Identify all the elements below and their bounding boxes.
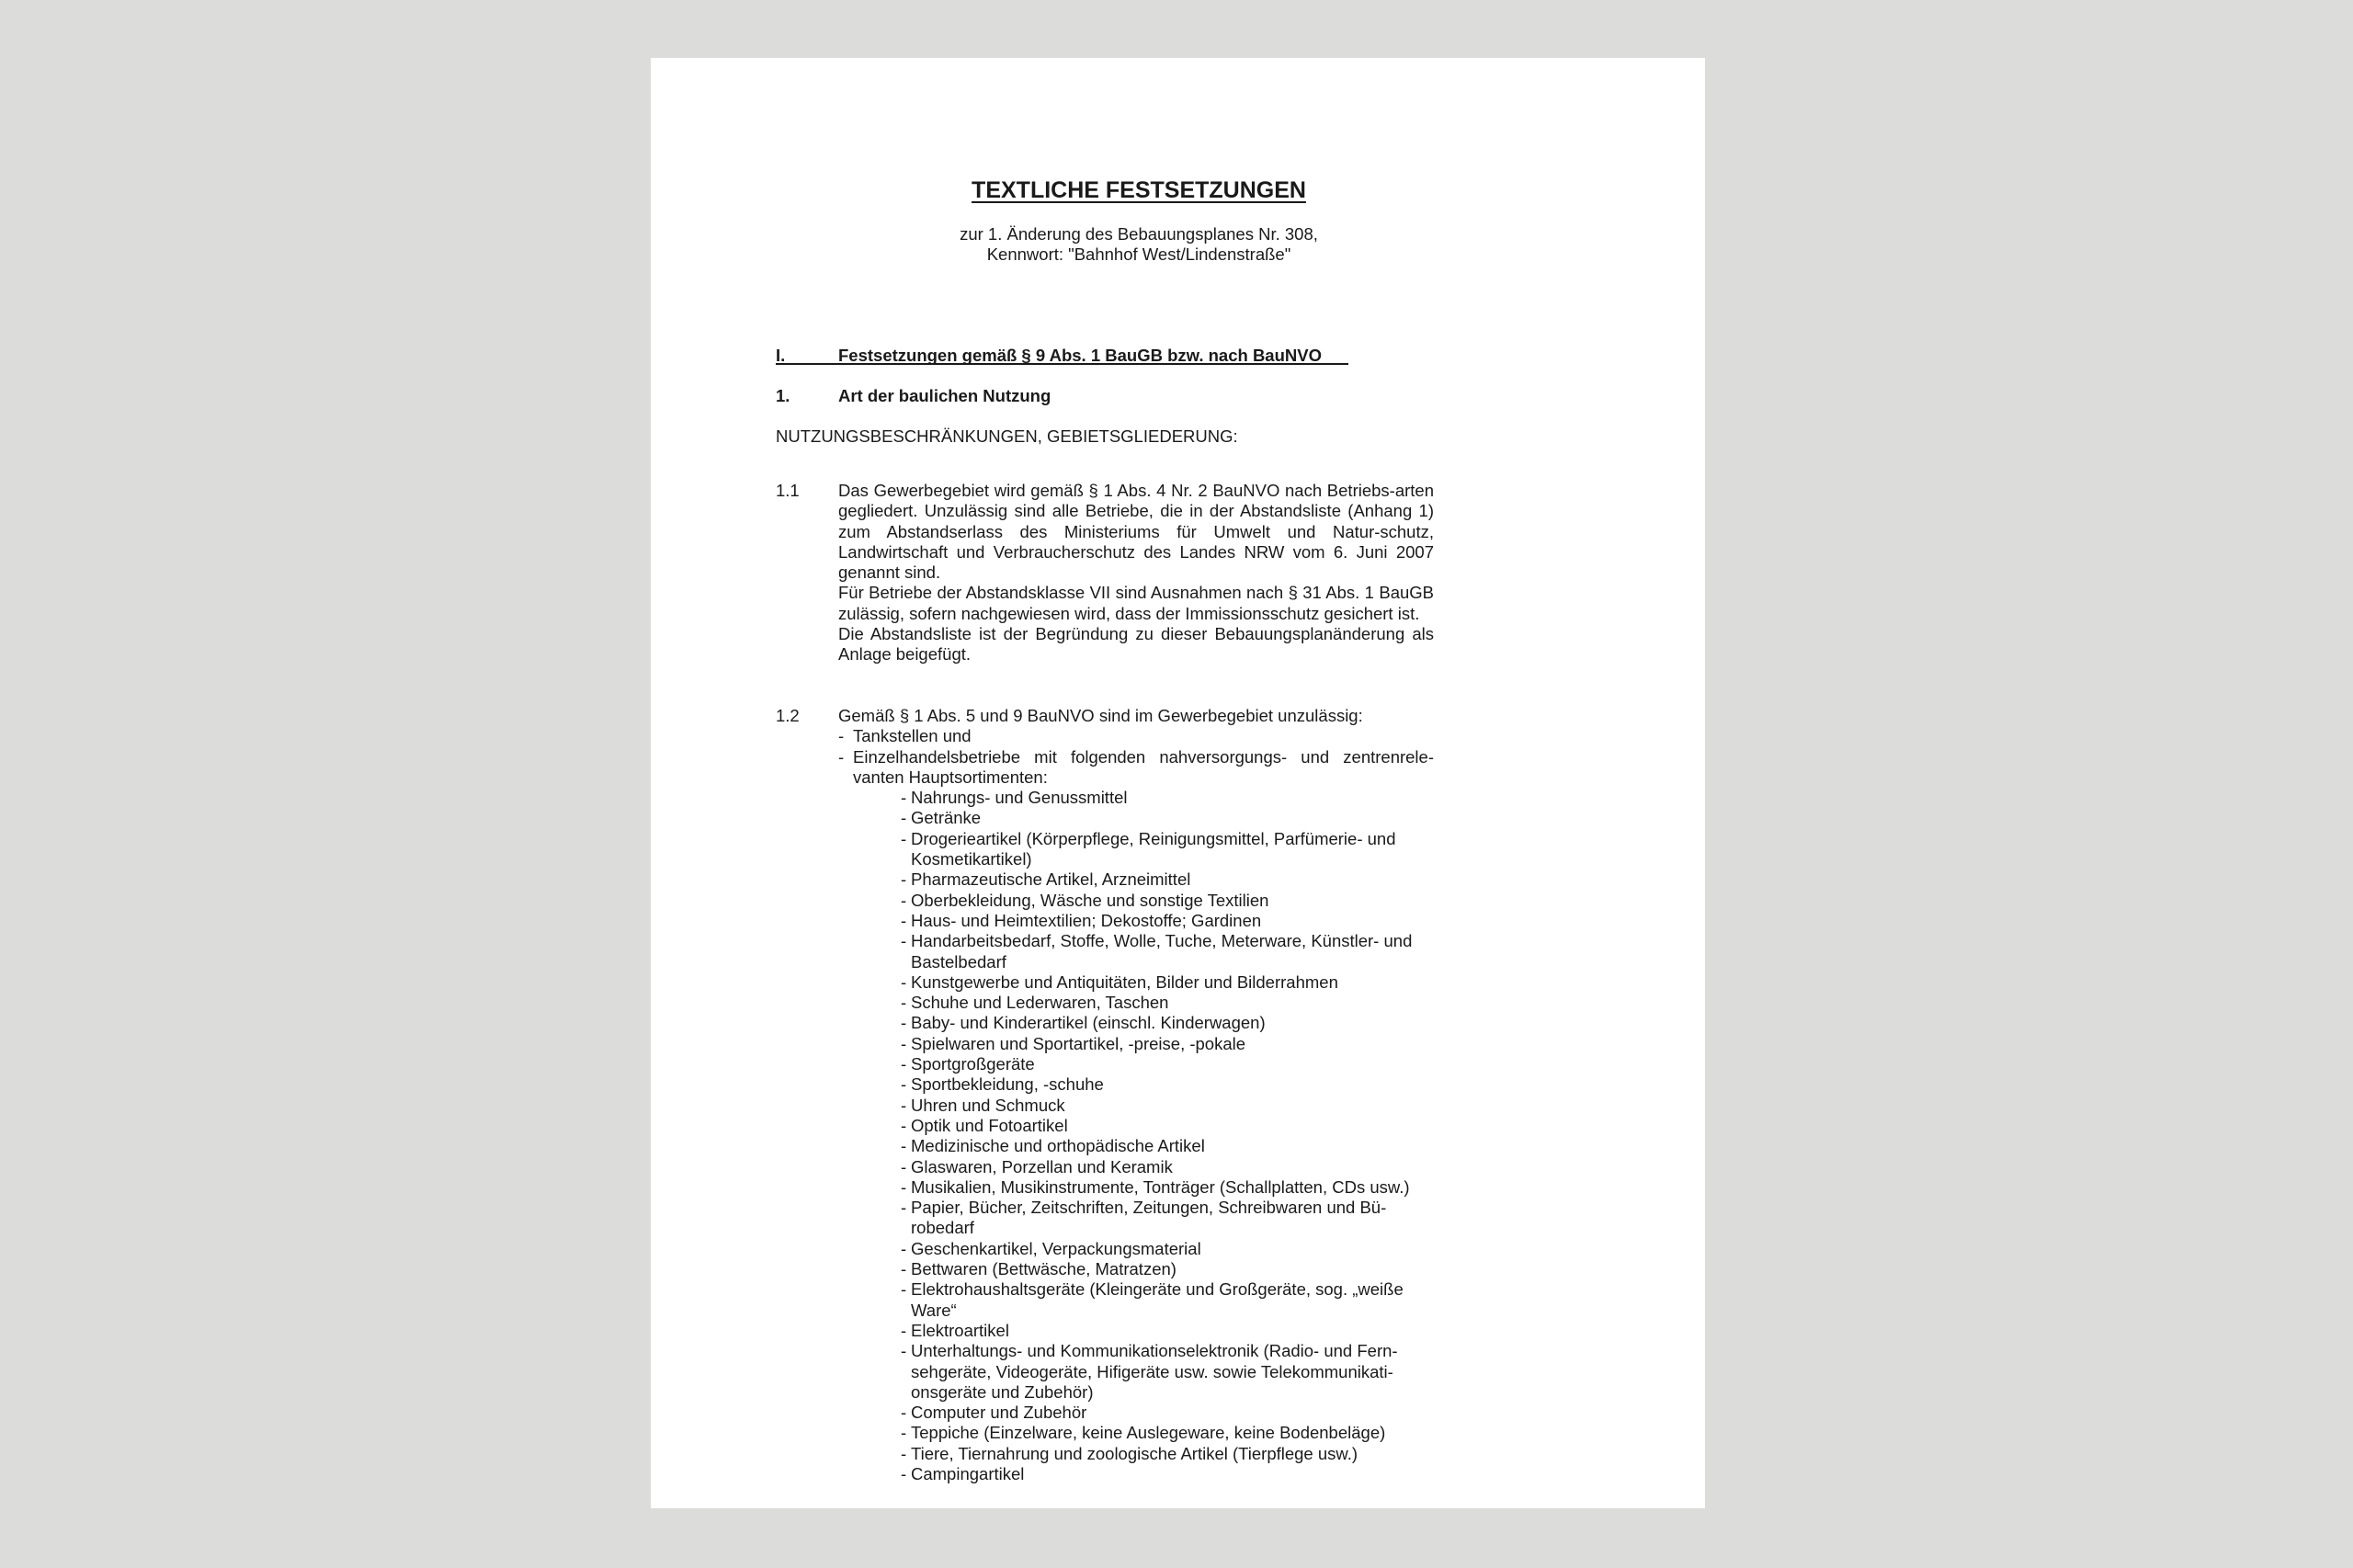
list-bullet: - — [901, 910, 907, 930]
list-item-text: Nahrungs- und Genussmittel — [911, 788, 1128, 808]
sortiment-list-item — [901, 1116, 1434, 1136]
list-bullet: - — [901, 828, 907, 848]
subtitle-line-1: zur 1. Änderung des Bebauungsplanes Nr. 308, — [960, 224, 1318, 244]
sortiment-list — [901, 788, 1434, 1484]
paragraph-1-1-text-1: Das Gewerbegebiet wird gemäß § 1 Abs. 4 Nr. 2 BauNVO nach Betriebs-arten gegliedert. Unzulässig sind alle Betriebe, die in der Abstandsliste (Anhang 1) zum Abstandserlass des Ministeriums für Umwelt und Natur-schutz, Landwirtschaft und Verbraucherschutz des Landes NRW vom 6. Juni 2007 genannt sind. — [838, 481, 1434, 583]
list-bullet: - — [901, 1423, 907, 1443]
sortiment-list-item — [901, 1096, 1434, 1116]
paragraph-number-1-2: 1.2 — [776, 706, 800, 725]
list-item-text: Optik und Fotoartikel — [911, 1115, 1068, 1135]
list-bullet: - — [901, 1259, 907, 1279]
paragraph-1-1-text-3: Die Abstandsliste ist der Begründung zu dieser Bebauungsplanänderung als Anlage beigefügt. — [838, 624, 1434, 665]
sortiment-list-item — [901, 1177, 1434, 1198]
sortiment-list-item — [901, 1259, 1434, 1279]
paragraph-1-1-text-2: Für Betriebe der Abstandsklasse VII sind Ausnahmen nach § 31 Abs. 1 BauGB zulässig, sofern nachgewiesen wird, dass der Immissionsschutz gesichert ist. — [838, 583, 1434, 623]
subtitle-line-2: Kennwort: "Bahnhof West/Lindenstraße" — [986, 244, 1291, 264]
list-bullet: - — [901, 1156, 907, 1176]
sortiment-list-item — [901, 829, 1434, 870]
list-bullet: - — [901, 993, 907, 1013]
list-item-text: Drogerieartikel (Körperpflege, Reinigungsmittel, Parfümerie- und Kosmetikartikel) — [911, 828, 1396, 869]
list-bullet: - — [901, 808, 907, 828]
paragraph-number-1-1: 1.1 — [776, 481, 800, 500]
sortiment-list-item — [901, 788, 1434, 808]
section-heading-1 — [776, 346, 1348, 366]
sortiment-list-item — [901, 1279, 1434, 1321]
list-bullet: - — [901, 1074, 907, 1095]
sortiment-list-item — [901, 1013, 1434, 1033]
sortiment-list-item — [901, 1074, 1434, 1095]
list-bullet: - — [901, 1013, 907, 1033]
list-bullet: - — [901, 1443, 907, 1463]
list-item-text: Haus- und Heimtextilien; Dekostoffe; Gardinen — [911, 910, 1262, 930]
sortiment-list-item — [901, 808, 1434, 828]
sortiment-list-item — [901, 911, 1434, 931]
list-item-text: Sportgroßgeräte — [911, 1054, 1035, 1074]
paragraph-1-2 — [838, 706, 1434, 1484]
dash-item-2 — [838, 747, 1434, 789]
list-bullet: - — [901, 1033, 907, 1053]
list-bullet: - — [901, 869, 907, 890]
list-bullet: - — [901, 1238, 907, 1258]
list-bullet: - — [901, 1136, 907, 1156]
sortiment-list-item — [901, 1444, 1434, 1464]
list-item-text: Medizinische und orthopädische Artikel — [911, 1136, 1205, 1156]
caps-heading: NUTZUNGSBESCHRÄNKUNGEN, GEBIETSGLIEDERUNG: — [776, 426, 1238, 446]
dash-bullet: - — [838, 726, 845, 746]
list-bullet: - — [901, 1463, 907, 1483]
list-item-text: Campingartikel — [911, 1463, 1025, 1483]
list-bullet: - — [901, 1403, 907, 1423]
list-bullet: - — [901, 788, 907, 808]
list-item-text: Baby- und Kinderartikel (einschl. Kinderwagen) — [911, 1013, 1266, 1033]
list-item-text: Kunstgewerbe und Antiquitäten, Bilder und Bilderrahmen — [911, 971, 1338, 992]
list-bullet: - — [901, 1279, 907, 1300]
paragraph-1-1 — [838, 481, 1434, 665]
section-title: Festsetzungen gemäß § 9 Abs. 1 BauGB bzw. nach BauNVO — [838, 346, 1322, 365]
sortiment-list-item — [901, 1034, 1434, 1054]
dash-bullet: - — [838, 746, 845, 767]
sortiment-list-item — [901, 1239, 1434, 1259]
list-item-text: Geschenkartikel, Verpackungsmaterial — [911, 1238, 1201, 1258]
list-item-text: Elektroartikel — [911, 1320, 1009, 1340]
document-title: TEXTLICHE FESTSETZUNGEN — [972, 177, 1306, 203]
sortiment-list-item — [901, 891, 1434, 911]
list-item-text: Pharmazeutische Artikel, Arzneimittel — [911, 869, 1191, 890]
sortiment-list-item — [901, 1403, 1434, 1423]
dash-item-text: Einzelhandelsbetriebe mit folgenden nahversorgungs- und zentrenrele-vanten Hauptsortimenten: — [853, 746, 1434, 787]
list-bullet: - — [901, 1198, 907, 1218]
sortiment-list-item — [901, 1198, 1434, 1239]
paragraph-1-2-intro: Gemäß § 1 Abs. 5 und 9 BauNVO sind im Gewerbegebiet unzulässig: — [838, 706, 1363, 725]
list-item-text: Schuhe und Lederwaren, Taschen — [911, 993, 1169, 1013]
list-item-text: Sportbekleidung, -schuhe — [911, 1074, 1104, 1095]
list-item-text: Uhren und Schmuck — [911, 1095, 1065, 1115]
subsection-title: Art der baulichen Nutzung — [838, 386, 1051, 405]
list-item-text: Unterhaltungs- und Kommunikationselektronik (Radio- und Fern-sehgeräte, Videogeräte, Hifigeräte usw. sowie Telekommunikati-onsgeräte und Zubehör) — [911, 1341, 1398, 1402]
list-item-text: Oberbekleidung, Wäsche und sonstige Textilien — [911, 890, 1269, 910]
list-bullet: - — [901, 931, 907, 951]
list-item-text: Elektrohaushaltsgeräte (Kleingeräte und Großgeräte, sog. „weiße Ware“ — [911, 1279, 1404, 1320]
list-item-text: Computer und Zubehör — [911, 1403, 1087, 1423]
subsection-number: 1. — [776, 386, 790, 405]
sortiment-list-item — [901, 1157, 1434, 1177]
sortiment-list-item — [901, 972, 1434, 993]
list-bullet: - — [901, 1115, 907, 1135]
list-item-text: Tiere, Tiernahrung und zoologische Artikel (Tierpflege usw.) — [911, 1443, 1358, 1463]
list-item-text: Bettwaren (Bettwäsche, Matratzen) — [911, 1259, 1176, 1279]
document-subtitle — [776, 224, 1375, 265]
list-item-text: Glaswaren, Porzellan und Keramik — [911, 1156, 1173, 1176]
sortiment-list-item — [901, 1054, 1434, 1074]
list-item-text: Getränke — [911, 808, 982, 828]
list-bullet: - — [901, 1095, 907, 1115]
sortiment-list-item — [901, 1341, 1434, 1403]
list-item-text: Teppiche (Einzelware, keine Auslegeware, keine Bodenbeläge) — [911, 1423, 1386, 1443]
sortiment-list-item — [901, 1136, 1434, 1156]
dash-item-1 — [838, 726, 1434, 746]
list-bullet: - — [901, 1341, 907, 1361]
list-bullet: - — [901, 1176, 907, 1197]
list-item-text: Spielwaren und Sportartikel, -preise, -pokale — [911, 1033, 1246, 1053]
sortiment-list-item — [901, 1423, 1434, 1443]
sortiment-list-item — [901, 869, 1434, 890]
list-bullet: - — [901, 1320, 907, 1340]
sortiment-list-item — [901, 993, 1434, 1013]
list-item-text: Handarbeitsbedarf, Stoffe, Wolle, Tuche, Meterware, Künstler- und Bastelbedarf — [911, 931, 1413, 971]
list-item-text: Papier, Bücher, Zeitschriften, Zeitungen, Schreibwaren und Bü-robedarf — [911, 1198, 1387, 1238]
sortiment-list-item — [901, 931, 1434, 972]
list-bullet: - — [901, 1054, 907, 1074]
list-bullet: - — [901, 890, 907, 910]
list-bullet: - — [901, 971, 907, 992]
sortiment-list-item — [901, 1321, 1434, 1341]
list-item-text: Musikalien, Musikinstrumente, Tonträger (Schallplatten, CDs usw.) — [911, 1176, 1410, 1197]
dash-item-text: Tankstellen und — [853, 726, 972, 746]
section-number: I. — [776, 346, 786, 365]
sortiment-list-item — [901, 1464, 1434, 1484]
document-page — [651, 58, 1705, 1508]
